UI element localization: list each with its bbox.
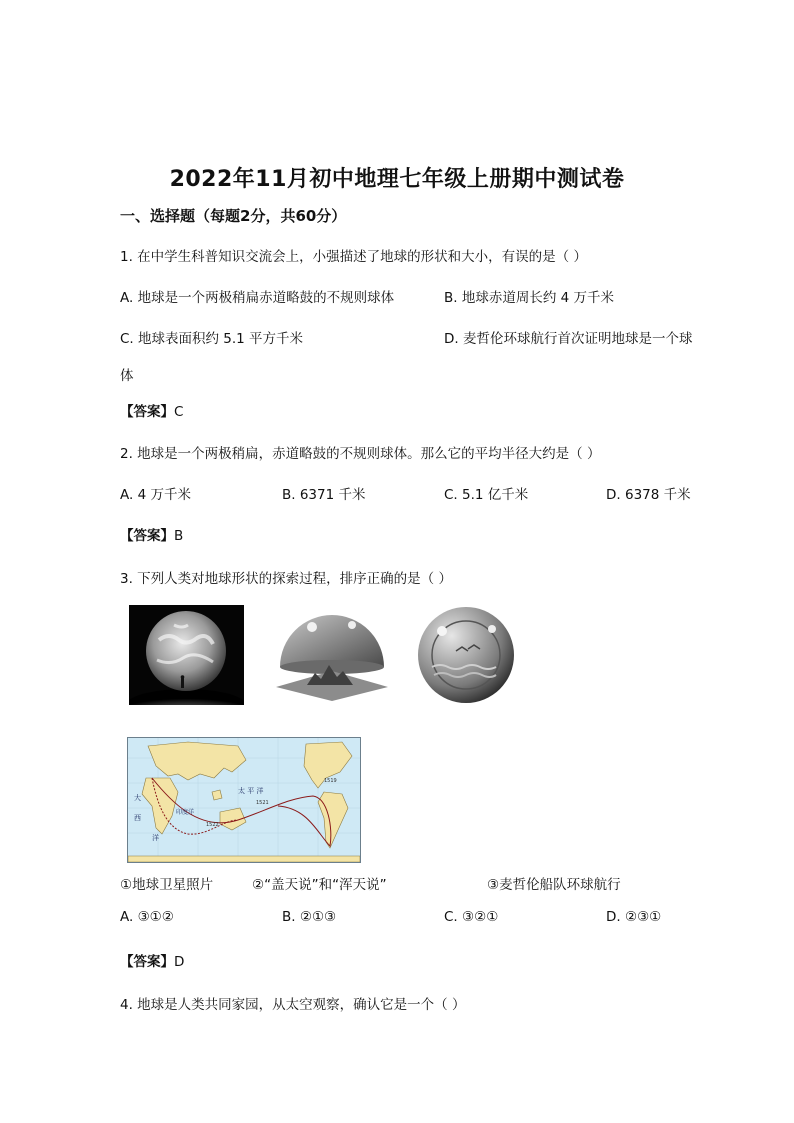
question-2-option-d: D. 6378 千米 — [606, 487, 691, 503]
question-1-option-c: C. 地球表面积约 5.1 平方千米 — [120, 331, 304, 347]
world-map-drawing — [128, 738, 360, 862]
question-3-option-c: C. ③②① — [444, 909, 499, 925]
question-1-option-a: A. 地球是一个两极稍扁赤道略鼓的不规则球体 — [120, 290, 395, 306]
question-4-stem: 4. 地球是人类共同家园，从太空观察，确认它是一个（ ） — [120, 997, 466, 1013]
section-heading: 一、选择题（每题2分，共60分） — [120, 207, 347, 225]
map-label-year-1522: 1522 — [206, 822, 219, 828]
answer-label: 【答案】 — [120, 404, 174, 420]
page-title: 2022年11月初中地理七年级上册期中测试卷 — [169, 167, 625, 192]
question-1-option-d: D. 麦哲伦环球航行首次证明地球是一个球 — [444, 331, 693, 347]
map-label-pacific: 太 平 洋 — [238, 787, 264, 795]
question-3-option-b: B. ②①③ — [282, 909, 337, 925]
answer-value: D — [174, 954, 185, 970]
question-3-caption-1: ①地球卫星照片 — [120, 877, 214, 893]
magellan-route-map — [127, 737, 361, 863]
answer-label: 【答案】 — [120, 528, 174, 544]
question-2-answer — [120, 524, 183, 544]
question-1-answer — [120, 400, 183, 420]
question-1-option-d-wrap: 体 — [120, 368, 134, 384]
question-3-caption-2: ②“盖天说”和“浑天说” — [252, 877, 387, 893]
map-label-atlantic-1: 大 — [134, 794, 141, 802]
question-2-option-c: C. 5.1 亿千米 — [444, 487, 529, 503]
question-3-answer — [120, 950, 184, 970]
map-label-year-1521: 1521 — [256, 800, 269, 806]
question-2-option-b: B. 6371 千米 — [282, 487, 366, 503]
question-1-stem: 1. 在中学生科普知识交流会上，小强描述了地球的形状和大小，有误的是（ ） — [120, 249, 587, 265]
answer-value: B — [174, 528, 184, 544]
question-3-option-d: D. ②③① — [606, 909, 662, 925]
dome-sky-model — [272, 605, 392, 705]
answer-label: 【答案】 — [120, 954, 174, 970]
question-3-option-a: A. ③①② — [120, 909, 174, 925]
question-3-stem: 3. 下列人类对地球形状的探索过程，排序正确的是（ ） — [120, 571, 452, 587]
map-label-atlantic-3: 洋 — [152, 834, 159, 842]
question-1-option-b: B. 地球赤道周长约 4 万千米 — [444, 290, 615, 306]
map-label-indian: 印度洋 — [176, 809, 195, 816]
sphere-sky-model — [412, 605, 520, 705]
question-3-caption-3: ③麦哲伦船队环球航行 — [487, 877, 621, 893]
earth-satellite-photo — [129, 605, 244, 705]
answer-value: C — [174, 404, 184, 420]
question-2-stem: 2. 地球是一个两极稍扁，赤道略鼓的不规则球体。那么它的平均半径大约是（ ） — [120, 446, 601, 462]
question-2-option-a: A. 4 万千米 — [120, 487, 191, 503]
map-label-year-1519: 1519 — [324, 778, 337, 784]
map-label-atlantic-2: 西 — [134, 814, 141, 822]
